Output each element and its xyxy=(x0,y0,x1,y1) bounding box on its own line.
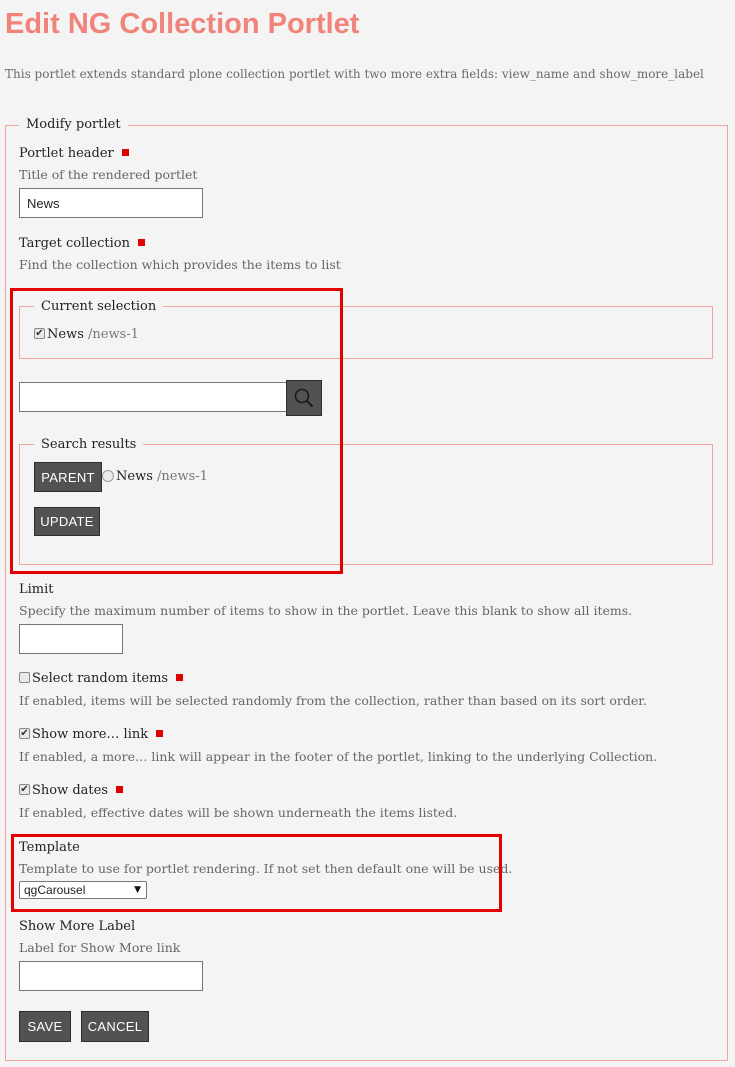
show-more-label-input[interactable] xyxy=(19,961,203,991)
required-marker xyxy=(122,149,129,156)
random-items-label: Select random items xyxy=(32,671,183,686)
show-more-help: If enabled, a more… link will appear in the footer of the portlet, linking to the underlying Collection. xyxy=(19,749,658,764)
target-collection-help: Find the collection which provides the items to list xyxy=(19,257,341,272)
target-collection-label: Target collection xyxy=(19,236,145,251)
required-marker xyxy=(176,674,183,681)
limit-input[interactable] xyxy=(19,624,123,654)
portlet-header-label: Portlet header xyxy=(19,146,129,161)
checkmark-icon: ✔ xyxy=(20,783,29,795)
modify-portlet-legend: Modify portlet xyxy=(19,117,128,132)
checkmark-icon: ✔ xyxy=(35,327,44,339)
required-marker xyxy=(138,239,145,246)
highlight-box-collection xyxy=(10,288,343,574)
portlet-header-help: Title of the rendered portlet xyxy=(19,167,198,182)
random-items-help: If enabled, items will be selected randomly from the collection, rather than based on its sort order. xyxy=(19,693,647,708)
show-dates-help: If enabled, effective dates will be shown underneath the items listed. xyxy=(19,805,458,820)
show-dates-label: Show dates xyxy=(32,783,123,798)
search-results-legend: Search results xyxy=(34,437,143,452)
random-items-checkbox[interactable] xyxy=(19,672,30,683)
show-more-label-field-label: Show More Label xyxy=(19,919,136,934)
page-title: Edit NG Collection Portlet xyxy=(5,8,360,40)
checkmark-icon: ✔ xyxy=(20,727,29,739)
dropdown-arrow-icon: ▼ xyxy=(134,885,141,895)
current-selection-legend: Current selection xyxy=(34,299,163,314)
template-help: Template to use for portlet rendering. If not set then default one will be used. xyxy=(19,861,513,876)
search-result-item[interactable]: News /news-1 xyxy=(116,469,208,484)
update-button[interactable]: UPDATE xyxy=(34,507,100,536)
current-selection-item: News /news-1 xyxy=(47,327,139,342)
parent-button[interactable]: PARENT xyxy=(34,462,102,492)
show-more-checkbox[interactable] xyxy=(19,728,30,739)
template-label: Template xyxy=(19,840,80,855)
show-more-label-field-help: Label for Show More link xyxy=(19,940,181,955)
limit-help: Specify the maximum number of items to show in the portlet. Leave this blank to show all items. xyxy=(19,603,633,618)
save-button[interactable]: SAVE xyxy=(19,1011,71,1042)
portlet-header-input[interactable]: News xyxy=(19,188,203,218)
template-selected-value: qgCarousel xyxy=(24,883,86,897)
page-description: This portlet extends standard plone collection portlet with two more extra fields: view_name and show_more_label xyxy=(5,67,704,81)
cancel-button[interactable]: CANCEL xyxy=(81,1011,149,1042)
show-more-label: Show more… link xyxy=(32,727,163,742)
show-dates-checkbox[interactable] xyxy=(19,784,30,795)
highlight-box-template xyxy=(11,834,502,912)
limit-label: Limit xyxy=(19,582,54,597)
required-marker xyxy=(116,786,123,793)
required-marker xyxy=(156,730,163,737)
